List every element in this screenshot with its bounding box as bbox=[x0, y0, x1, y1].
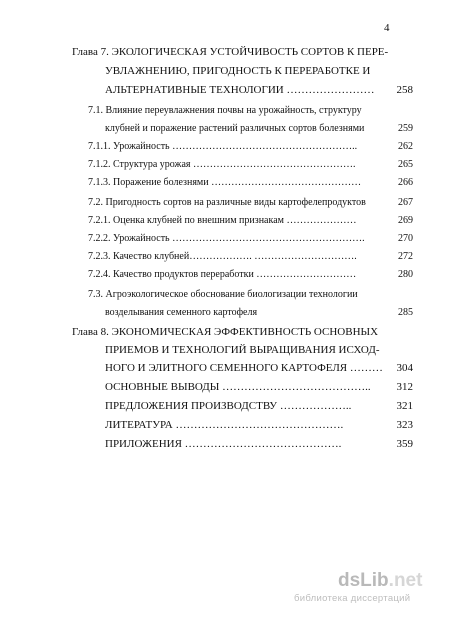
watermark-logo bbox=[338, 570, 422, 592]
toc-entry-page: 270 bbox=[398, 233, 413, 244]
toc-entry-page: 267 bbox=[398, 197, 413, 208]
toc-entry-text: 7.2.1. Оценка клубней по внешним признакам ………………… bbox=[88, 215, 357, 226]
toc-entry-text: клубней и поражение растений различных сортов болезнями bbox=[105, 123, 365, 134]
toc-entry-page: 359 bbox=[396, 438, 413, 450]
watermark-subtitle: библиотека диссертаций bbox=[294, 593, 411, 604]
toc-entry-text: ПРИЛОЖЕНИЯ ……………………………………. bbox=[105, 438, 342, 450]
toc-entry-text: Глава 7. ЭКОЛОГИЧЕСКАЯ УСТОЙЧИВОСТЬ СОРТОВ К ПЕРЕ- bbox=[72, 46, 389, 58]
toc-entry-text: 7.1.1. Урожайность ……………………………………………….. bbox=[88, 141, 358, 152]
toc-entry-page: 321 bbox=[396, 400, 413, 412]
toc-entry-page: 259 bbox=[398, 123, 413, 134]
toc-entry-page: 285 bbox=[398, 307, 413, 318]
toc-entry-text: возделывания семенного картофеля bbox=[105, 307, 258, 318]
toc-entry-text: ЛИТЕРАТУРА ………………………………………. bbox=[105, 419, 344, 431]
toc-entry-page: 262 bbox=[398, 141, 413, 152]
toc-entry-text: 7.2.4. Качество продуктов переработки ………………………… bbox=[88, 269, 357, 280]
toc-entry-text: 7.3. Агроэкологическое обоснование биологизации технологии bbox=[88, 289, 358, 300]
toc-entry-text: ПРИЕМОВ И ТЕХНОЛОГИЙ ВЫРАЩИВАНИЯ ИСХОД- bbox=[105, 344, 380, 356]
toc-entry-text: 7.1.2. Структура урожая …………………………………………. bbox=[88, 159, 356, 170]
watermark-logo-tld: .net bbox=[388, 570, 423, 591]
toc-entry-text: 7.2.3. Качество клубней………………. …………………………. bbox=[88, 251, 357, 262]
toc-entry-text: 7.2. Пригодность сортов на различные виды картофелепродуктов bbox=[88, 197, 366, 208]
toc-entry-page: 266 bbox=[398, 177, 413, 188]
toc-entry-text: 7.1. Влияние переувлажнения почвы на урожайность, структуру bbox=[88, 105, 362, 116]
toc-entry-text: ОСНОВНЫЕ ВЫВОДЫ ………………………………….. bbox=[105, 381, 371, 393]
toc-entry-page: 258 bbox=[396, 84, 413, 96]
watermark-logo-text: dsLib bbox=[338, 570, 389, 591]
toc-entry-text: Глава 8. ЭКОНОМИЧЕСКАЯ ЭФФЕКТИВНОСТЬ ОСНОВНЫХ bbox=[72, 326, 379, 338]
toc-entry-page: 269 bbox=[398, 215, 413, 226]
watermark bbox=[288, 570, 438, 608]
toc-entry-text: 7.2.2. Урожайность …………………………………………………. bbox=[88, 233, 365, 244]
toc-entry-page: 265 bbox=[398, 159, 413, 170]
toc-entry-page: 280 bbox=[398, 269, 413, 280]
toc-entry-text: 7.1.3. Поражение болезнями ……………………………………… bbox=[88, 177, 362, 188]
toc-entry-page: 272 bbox=[398, 251, 413, 262]
toc-entry-text: УВЛАЖНЕНИЮ, ПРИГОДНОСТЬ К ПЕРЕРАБОТКЕ И bbox=[105, 65, 371, 77]
toc-entry-page: 312 bbox=[396, 381, 413, 393]
toc-entry-page: 304 bbox=[396, 362, 413, 374]
toc-entry-text: НОГО И ЭЛИТНОГО СЕМЕННОГО КАРТОФЕЛЯ ……… bbox=[105, 362, 383, 374]
toc-entry-text: ПРЕДЛОЖЕНИЯ ПРОИЗВОДСТВУ ……………….. bbox=[105, 400, 352, 412]
page-number: 4 bbox=[384, 22, 390, 34]
toc-entry-page: 323 bbox=[396, 419, 413, 431]
toc-entry-text: АЛЬТЕРНАТИВНЫЕ ТЕХНОЛОГИИ …………………… bbox=[105, 84, 375, 96]
